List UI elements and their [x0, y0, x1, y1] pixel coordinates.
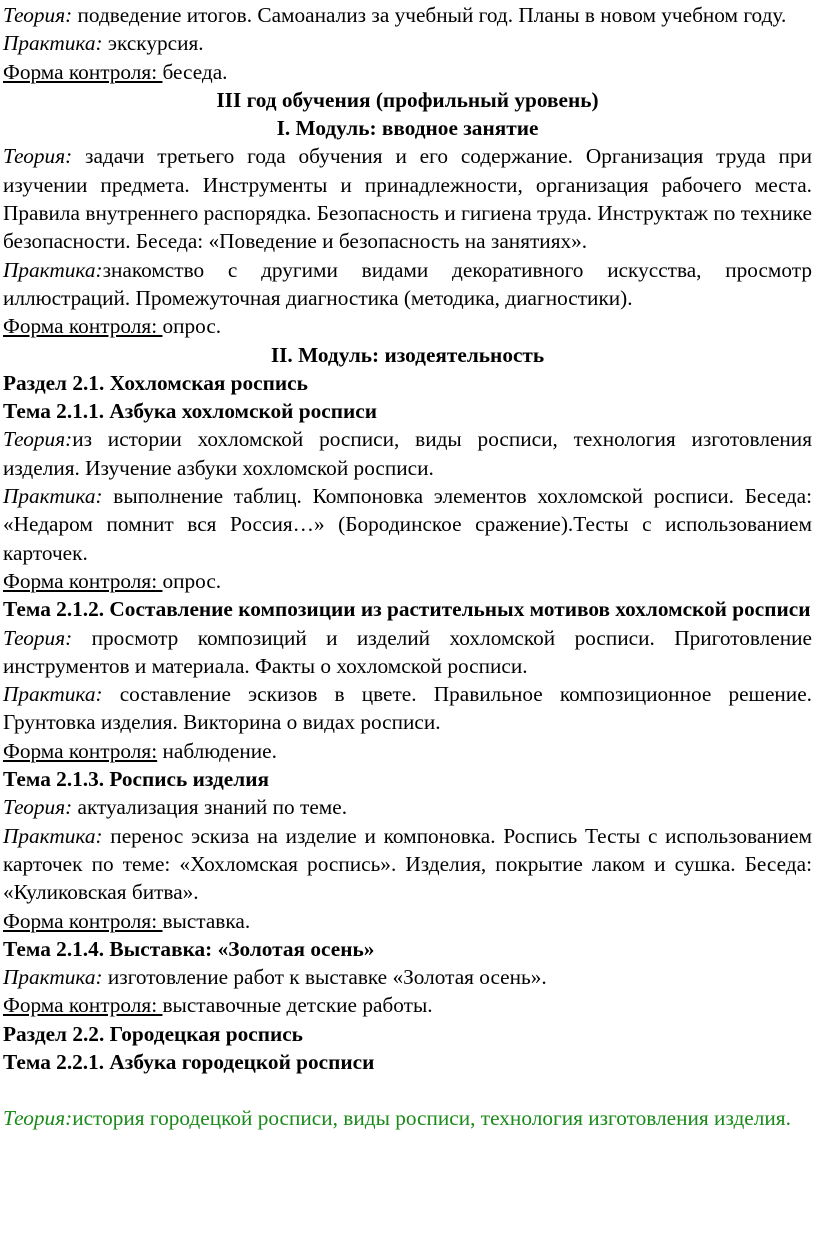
- control-form-label: Форма контроля:: [3, 568, 163, 593]
- paragraph-label: Теория:: [3, 427, 73, 452]
- paragraph-text: выставочные детские работы.: [162, 993, 433, 1018]
- paragraph-label: Практика:: [3, 823, 103, 848]
- paragraph-label: Теория:: [3, 795, 73, 820]
- paragraph: [3, 256, 812, 313]
- paragraph-text: перенос эскиза на изделие и компоновка. Роспись Тесты с использованием карточек по теме: «Хохломская роспись». Изделия, покрытие лаком и сушка. Беседа: «Куликовская битва».: [3, 823, 812, 905]
- paragraph-label: Практика:: [3, 484, 103, 509]
- paragraph-label: Практика:: [3, 257, 103, 282]
- topic-heading: Тема 2.1.1. Азбука хохломской росписи: [3, 399, 377, 424]
- control-form-label: Форма контроля:: [3, 314, 163, 339]
- paragraph-text: из истории хохломской росписи, виды росписи, технология изготовления изделия. Изучение азбуки хохломской росписи.: [3, 427, 812, 480]
- paragraph: [3, 991, 812, 1019]
- paragraph-text: опрос.: [162, 568, 222, 593]
- section-heading: I. Модуль: вводное занятие: [276, 116, 539, 141]
- paragraph-label: Теория:: [3, 1106, 73, 1131]
- paragraph-label: Теория:: [3, 144, 73, 169]
- paragraph-text: составление эскизов в цвете. Правильное композиционное решение. Грунтовка изделия. Викторина о видах росписи.: [3, 682, 812, 735]
- control-form-label: Форма контроля:: [3, 908, 163, 933]
- section-heading: II. Модуль: изодеятельность: [270, 342, 545, 367]
- paragraph-text: наблюдение.: [157, 738, 277, 763]
- paragraph: [3, 1, 812, 29]
- paragraph-text: актуализация знаний по теме.: [72, 795, 348, 820]
- paragraph: [3, 737, 812, 765]
- paragraph: [3, 29, 812, 57]
- paragraph-label: Теория:: [3, 3, 73, 27]
- paragraph-text: экскурсия.: [102, 31, 204, 56]
- paragraph-text: подведение итогов. Самоанализ за учебный год. Планы в новом учебном году.: [72, 3, 787, 27]
- paragraph: [3, 312, 812, 340]
- paragraph: [3, 142, 812, 255]
- paragraph: [3, 425, 812, 482]
- paragraph: [3, 58, 812, 86]
- blank-line: [3, 1076, 812, 1104]
- paragraph-text: изготовление работ к выставке «Золотая осень».: [102, 965, 547, 990]
- paragraph: [3, 1104, 812, 1132]
- paragraph-label: Теория:: [3, 625, 73, 650]
- topic-heading: Раздел 2.2. Городецкая роспись: [3, 1021, 303, 1046]
- paragraph: [3, 963, 812, 991]
- paragraph: [3, 822, 812, 907]
- paragraph: [3, 482, 812, 567]
- paragraph-text: просмотр композиций и изделий хохломской росписи. Приготовление инструментов и материала. Факты о хохломской росписи.: [3, 625, 812, 678]
- paragraph-text: выполнение таблиц. Компоновка элементов хохломской росписи. Беседа: «Недаром помнит вся Россия…» (Бородинское сражение).Тесты с использованием карточек.: [3, 484, 812, 565]
- paragraph-text: знакомство с другими видами декоративного искусства, просмотр иллюстраций. Промежуточная диагностика (методика, диагностики).: [3, 257, 812, 310]
- topic-heading: Раздел 2.1. Хохломская роспись: [3, 370, 308, 395]
- section-heading: III год обучения (профильный уровень): [216, 87, 599, 112]
- paragraph-text: беседа.: [162, 59, 228, 84]
- topic-heading: Тема 2.1.3. Роспись изделия: [3, 767, 269, 792]
- paragraph-label: Практика:: [3, 682, 103, 707]
- paragraph-text: задачи третьего года обучения и его содержание. Организация труда при изучении предмета. Инструменты и принадлежности, организация рабочего места. Правила внутреннего распорядка. Безопасность и гигиена труда. Инструктаж по технике безопасности. Беседа: «Поведение и безопасность на занятиях».: [3, 144, 812, 254]
- paragraph: [3, 624, 812, 681]
- paragraph-text: выставка.: [162, 908, 251, 933]
- topic-heading: Тема 2.2.1. Азбука городецкой росписи: [3, 1049, 375, 1074]
- topic-heading: Тема 2.1.4. Выставка: «Золотая осень»: [3, 936, 375, 961]
- control-form-label: Форма контроля:: [3, 738, 158, 763]
- paragraph-text: опрос.: [162, 314, 222, 339]
- paragraph: [3, 793, 812, 821]
- paragraph: [3, 680, 812, 737]
- paragraph: [3, 907, 812, 935]
- paragraph: [3, 567, 812, 595]
- topic-heading: Тема 2.1.2. Составление композиции из растительных мотивов хохломской росписи: [3, 597, 811, 622]
- paragraph-label: Практика:: [3, 965, 103, 990]
- paragraph-label: Практика:: [3, 31, 103, 56]
- control-form-label: Форма контроля:: [3, 59, 163, 84]
- control-form-label: Форма контроля:: [3, 993, 163, 1018]
- paragraph-text: история городецкой росписи, виды росписи, технология изготовления изделия.: [72, 1106, 791, 1131]
